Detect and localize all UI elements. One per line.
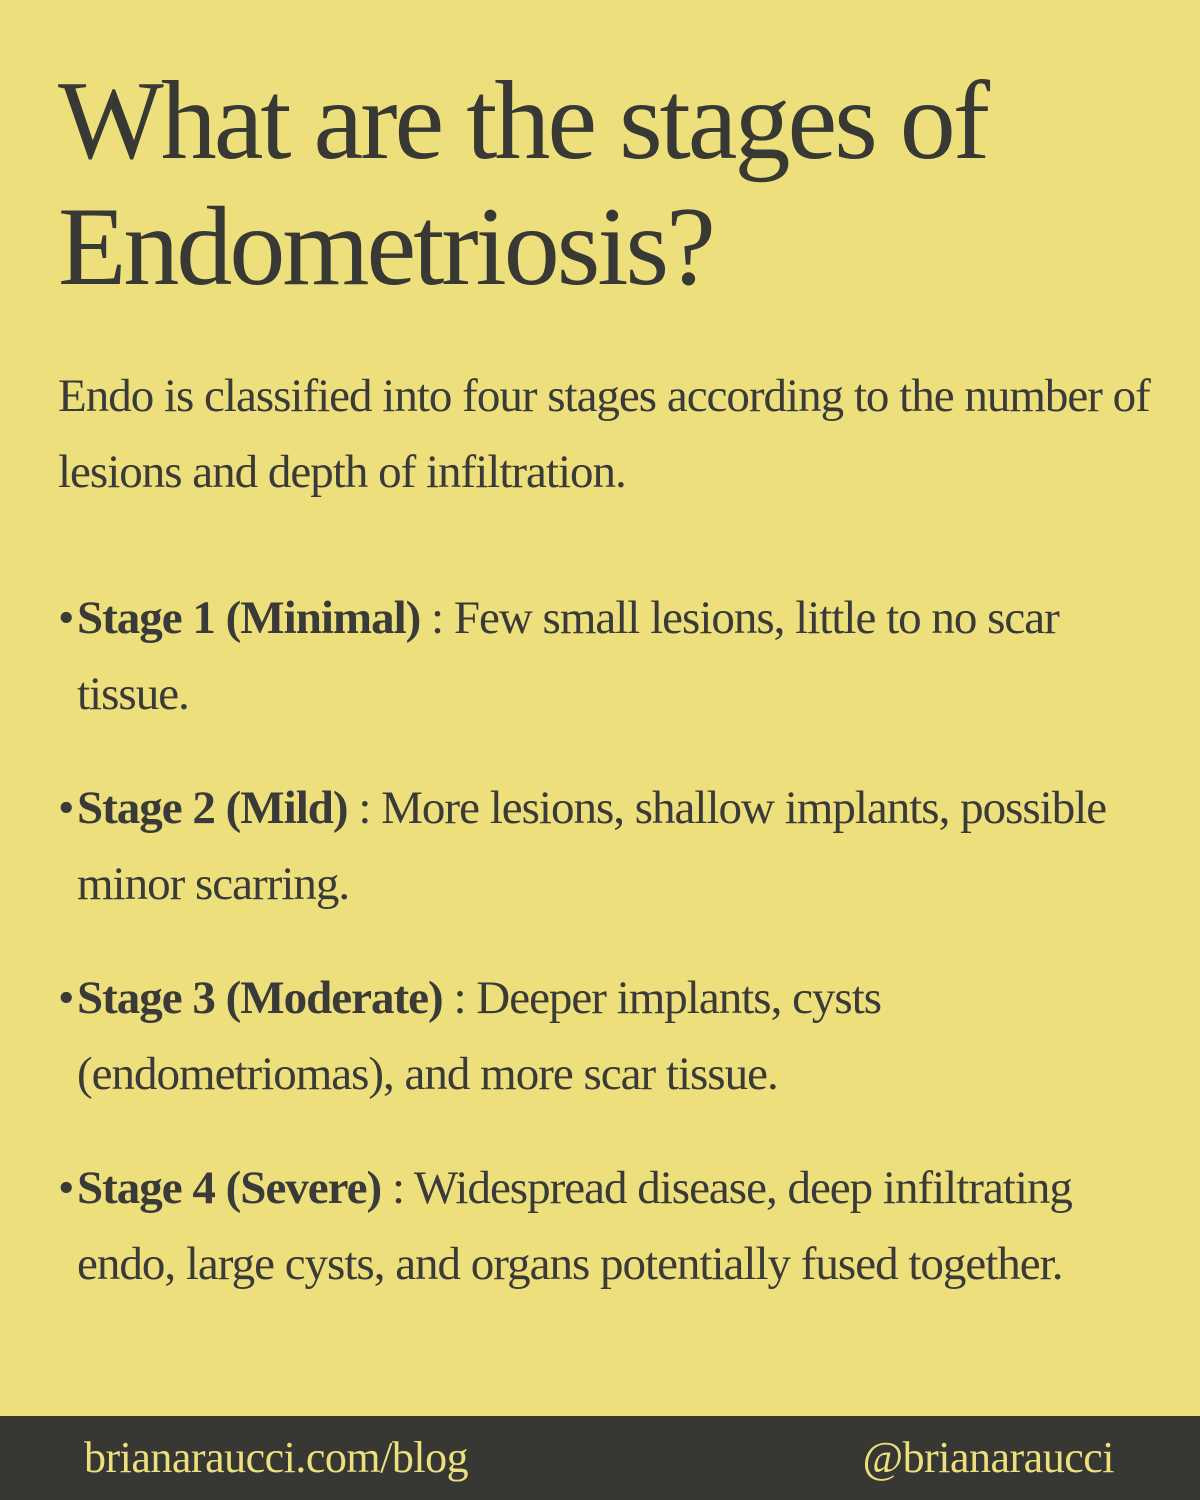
stage-separator: : xyxy=(381,1162,414,1214)
stage-item-2 xyxy=(58,770,1148,922)
stages-list xyxy=(58,580,1148,1340)
stage-name: Stage 4 (Severe) xyxy=(77,1162,382,1214)
stage-description: More lesions, shallow implants, possible minor scarring. xyxy=(77,782,1107,910)
website-link[interactable]: brianaraucci.com/blog xyxy=(84,1433,469,1482)
bullet-icon: • xyxy=(58,592,74,644)
stage-item-4 xyxy=(58,1150,1148,1302)
bullet-icon: • xyxy=(58,1162,74,1214)
stage-name: Stage 3 (Moderate) xyxy=(77,972,443,1024)
bullet-icon: • xyxy=(58,972,74,1024)
stage-separator: : xyxy=(420,592,454,644)
footer-bar xyxy=(0,1416,1200,1500)
stage-description: Widespread disease, deep infiltrating endo, large cysts, and organs potentially fused together. xyxy=(77,1162,1072,1290)
intro-text: Endo is classified into four stages according to the number of lesions and depth of infiltration. xyxy=(58,370,1150,498)
stage-separator: : xyxy=(347,782,382,834)
stage-name: Stage 2 (Mild) xyxy=(77,782,348,834)
stage-separator: : xyxy=(442,972,477,1024)
stage-name: Stage 1 (Minimal) xyxy=(77,592,421,644)
stage-item-3 xyxy=(58,960,1148,1112)
stage-item-1 xyxy=(58,580,1148,732)
stage-description: Deeper implants, cysts (endometriomas), and more scar tissue. xyxy=(77,972,882,1100)
page-title: What are the stages of Endometriosis? xyxy=(58,59,988,309)
stage-description: Few small lesions, little to no scar tissue. xyxy=(77,592,1059,720)
social-handle[interactable]: @brianaraucci xyxy=(862,1433,1114,1482)
bullet-icon: • xyxy=(58,782,74,834)
